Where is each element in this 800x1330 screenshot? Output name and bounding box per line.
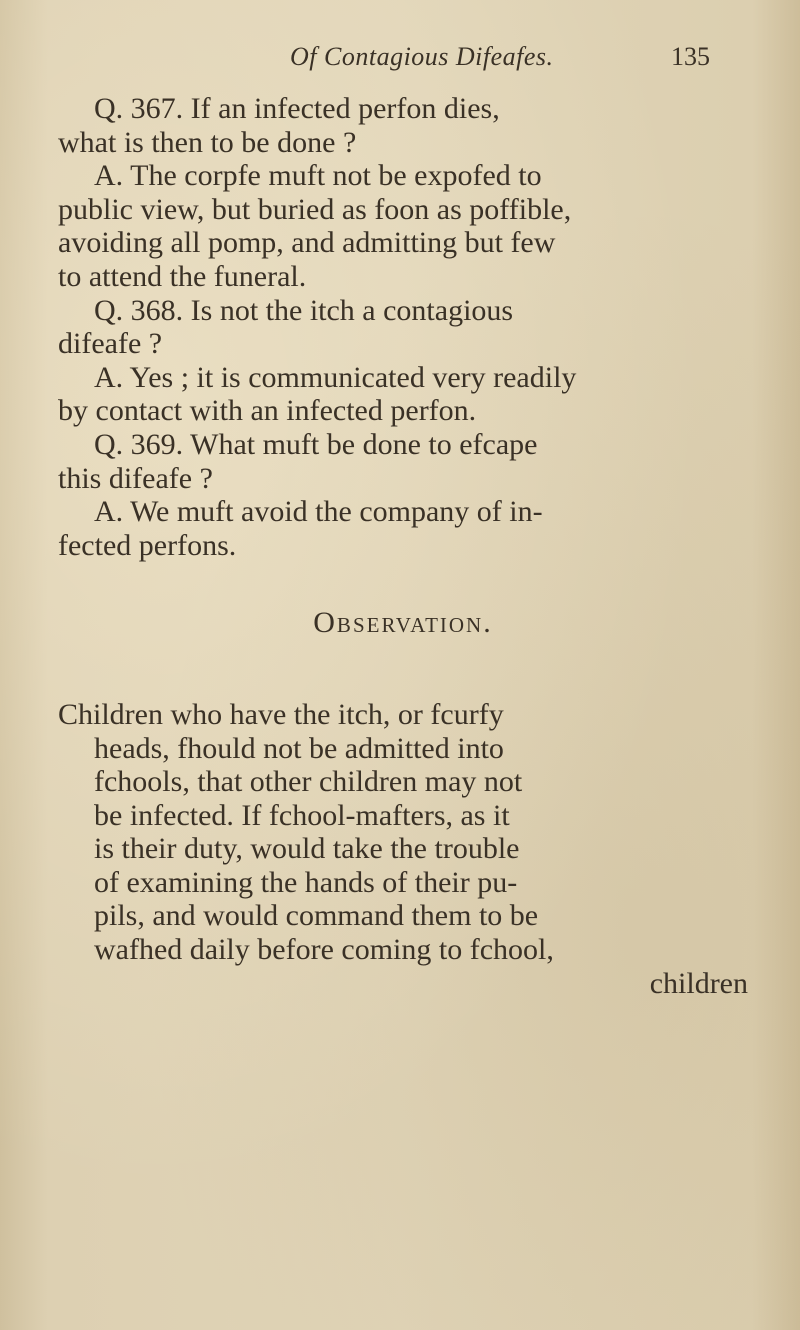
text-line: is their duty, would take the trouble <box>94 832 520 866</box>
observation-heading: Observation. <box>313 606 493 640</box>
text-line: Children who have the itch, or fcurfy <box>58 697 504 731</box>
page-number: 135 <box>671 42 710 71</box>
question-367 <box>58 92 748 159</box>
text-line: what is then to be done ? <box>58 125 357 159</box>
body-text <box>58 92 748 1000</box>
text-line: public view, but buried as foon as poffible, <box>58 192 572 226</box>
text-line: fected perfons. <box>58 528 237 562</box>
answer-369 <box>58 495 748 562</box>
observation-paragraph <box>58 698 748 1000</box>
text-line: be infected. If fchool-mafters, as it <box>94 798 510 832</box>
answer-367 <box>58 159 748 293</box>
text-line: Q. 367. If an infected perfon dies, <box>94 92 500 125</box>
page-header <box>250 36 710 76</box>
text-line: to attend the funeral. <box>58 259 307 293</box>
question-368 <box>58 294 748 361</box>
question-369 <box>58 428 748 495</box>
text-line: A. The corpfe muft not be expofed to <box>94 159 542 193</box>
text-line: Q. 368. Is not the itch a contagious <box>94 293 514 327</box>
text-line: avoiding all pomp, and admitting but few <box>58 226 556 260</box>
text-line: pils, and would command them to be <box>94 899 539 933</box>
text-line: A. Yes ; it is communicated very readily <box>94 360 577 394</box>
text-line: Q. 369. What muft be done to efcape <box>94 427 538 461</box>
text-line: this difeafe ? <box>58 461 213 495</box>
text-line: wafhed daily before coming to fchool, <box>94 933 554 967</box>
text-line: A. We muft avoid the company of in- <box>94 495 543 529</box>
text-line: difeafe ? <box>58 327 163 361</box>
text-line: heads, fhould not be admitted into <box>94 731 504 765</box>
text-line: fchools, that other children may not <box>94 765 523 799</box>
running-title: Of Contagious Difeafes. <box>290 42 554 71</box>
catchword: children <box>649 966 748 1000</box>
answer-368 <box>58 361 748 428</box>
text-line: by contact with an infected perfon. <box>58 394 477 428</box>
text-line: of examining the hands of their pu- <box>94 865 518 899</box>
